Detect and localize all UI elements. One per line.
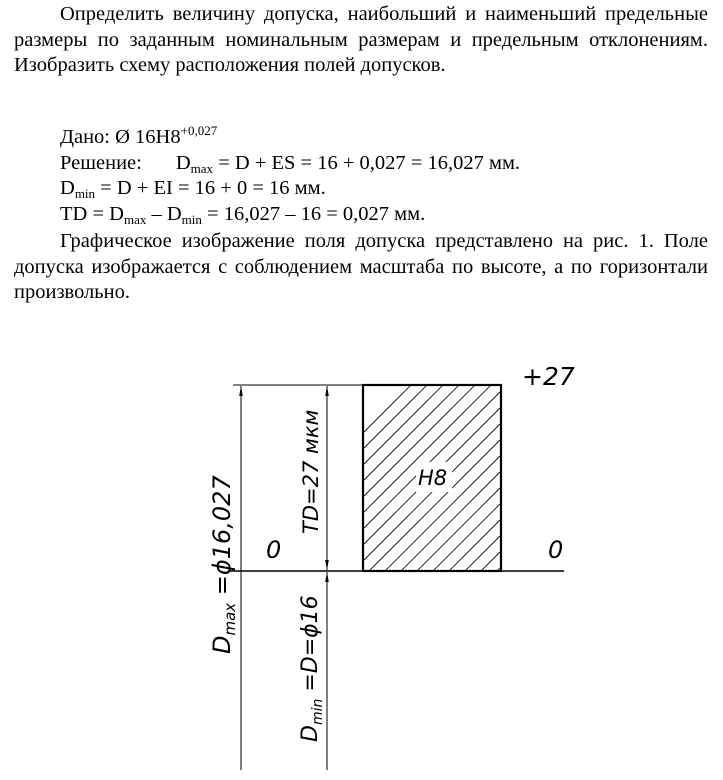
- td-part-c: = 16,027 – 16 = 0,027 мм.: [201, 202, 426, 225]
- zero-left-label: 0: [266, 536, 282, 564]
- dmax-label-value: =ϕ16,027: [208, 475, 236, 603]
- td-label: TD=27 мкм: [299, 409, 323, 534]
- dmax-symbol: D: [175, 151, 191, 174]
- dmin-symbol: D: [60, 177, 75, 199]
- upper-deviation-label: +27: [522, 362, 575, 391]
- td-sub2: min: [181, 211, 202, 227]
- given-deviation: +0,027: [180, 123, 218, 138]
- dmin-label: [298, 595, 326, 742]
- dmin-label-d: D: [298, 725, 323, 742]
- dmax-formula: = D + ES = 16 + 0,027 = 16,027 мм.: [213, 151, 521, 174]
- dmin-sub: min: [74, 186, 96, 201]
- dmax-sub: max: [190, 160, 214, 176]
- dmax-label: [208, 475, 239, 654]
- task-paragraph: Определить величину допуска, наибольший и наименьший предельные размеры по заданным номинальным размерам и предельным отклонениям. Изобразить схему расположения полей допусков.: [14, 3, 708, 76]
- dmin-label-sub: min: [310, 698, 326, 726]
- dmax-label-d: D: [208, 635, 236, 654]
- td-sub1: max: [123, 211, 147, 227]
- td-part-a: TD = D: [60, 202, 124, 225]
- given-label: Дано: Ø 16H8: [60, 126, 181, 148]
- field-label: H8: [418, 466, 448, 490]
- graphic-paragraph: Графическое изображение поля допуска представлено на рис. 1. Поле допуска изображается с соблюдением масштаба по высоте, а по горизонтали произвольно.: [14, 230, 708, 303]
- dmin-formula: = D + EI = 16 + 0 = 16 мм.: [95, 177, 326, 199]
- solution-label: Решение:: [60, 151, 142, 174]
- td-part-b: – D: [146, 202, 182, 225]
- dmin-label-value: =D=ϕ16: [298, 595, 323, 699]
- dmax-label-sub: max: [221, 602, 239, 636]
- zero-right-label: 0: [548, 536, 564, 564]
